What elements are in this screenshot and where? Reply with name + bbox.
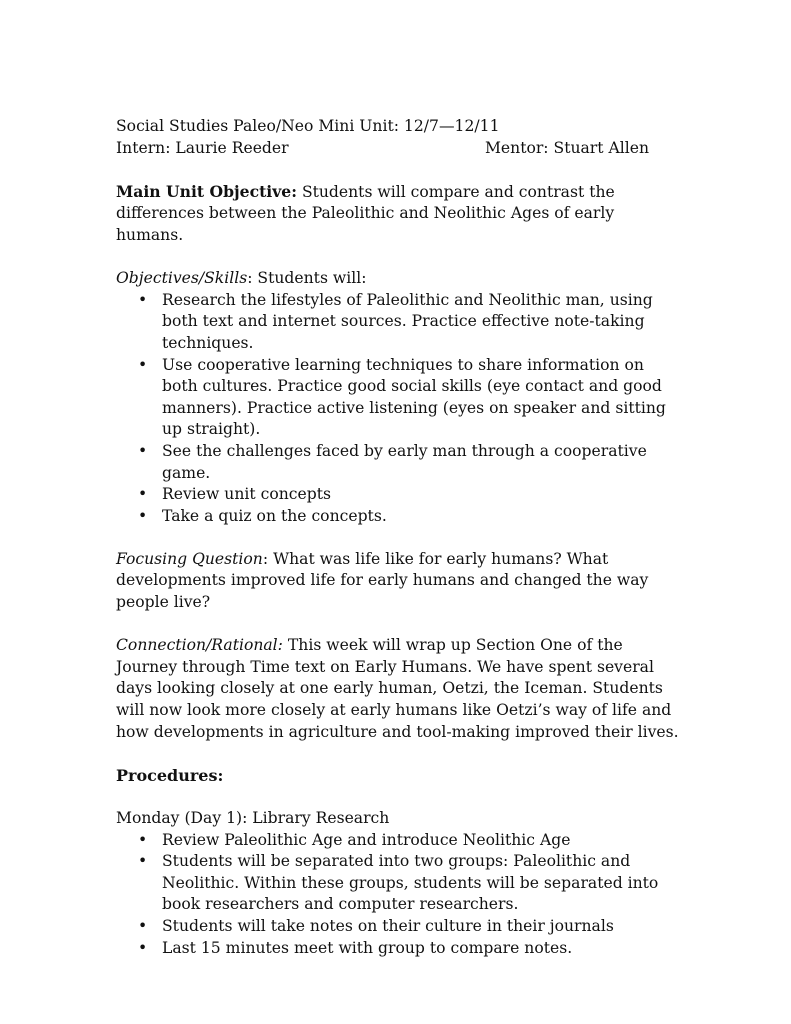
- list-item: • Use cooperative learning techniques to share information on both cultures. Practice good social skills (eye contact and good manners). Practice active listening (eyes on speaker and sitting up straight).: [116, 355, 682, 441]
- main-objective-label: Main Unit Objective:: [116, 181, 297, 201]
- focusing-question-text: : What was life like for early humans? What developments improved life for early humans and changed the way people live?: [116, 549, 649, 612]
- unit-title: Social Studies Paleo/Neo Mini Unit: 12/7—12/11: [116, 117, 500, 135]
- focusing-question-paragraph: [116, 549, 682, 614]
- spacer: [116, 786, 682, 808]
- procedures-heading: Procedures:: [116, 765, 224, 785]
- spacer: [116, 614, 682, 636]
- list-item: • See the challenges faced by early man through a cooperative game.: [116, 441, 682, 484]
- spacer: [116, 159, 682, 181]
- spacer: [116, 527, 682, 549]
- document-page: [116, 116, 682, 959]
- list-item: • Students will be separated into two groups: Paleolithic and Neolithic. Within these groups, students will be separated into book researchers and computer researchers.: [116, 851, 682, 916]
- objectives-label: Objectives/Skills: [116, 269, 248, 288]
- spacer: [116, 247, 682, 269]
- list-item: • Students will take notes on their culture in their journals: [116, 916, 682, 938]
- list-item: • Research the lifestyles of Paleolithic and Neolithic man, using both text and internet sources. Practice effective note-taking techniques.: [116, 290, 682, 355]
- main-objective-text: Students will compare and contrast the differences between the Paleolithic and Neolithic Ages of early humans.: [116, 182, 615, 244]
- day1-title: Monday (Day 1): Library Research: [116, 809, 390, 827]
- objectives-intro: : Students will:: [247, 269, 367, 288]
- mentor-name: Mentor: Stuart Allen: [484, 138, 649, 157]
- list-item: • Review Paleolithic Age and introduce Neolithic Age: [116, 830, 682, 852]
- spacer: [116, 743, 682, 765]
- list-item: • Take a quiz on the concepts.: [116, 506, 682, 528]
- objectives-list: [116, 290, 682, 528]
- connection-paragraph: [116, 635, 682, 743]
- focusing-question-label: Focusing Question: [116, 549, 263, 568]
- day1-list: [116, 830, 682, 960]
- objectives-heading: [116, 268, 682, 290]
- connection-text: This week will wrap up Section One of the Journey through Time text on Early Humans. We have spent several days looking closely at one early human, Oetzi, the Iceman. Students will now look more closely at early humans like Oetzi’s way of life and how developments in agriculture and tool-making improved their lives.: [116, 636, 679, 741]
- list-item: • Review unit concepts: [116, 484, 682, 506]
- header-row: [116, 138, 649, 160]
- main-objective-paragraph: [116, 181, 682, 247]
- list-item: • Last 15 minutes meet with group to compare notes.: [116, 938, 682, 960]
- connection-label: Connection/Rational:: [116, 636, 283, 655]
- intern-name: Intern: Laurie Reeder: [116, 138, 289, 157]
